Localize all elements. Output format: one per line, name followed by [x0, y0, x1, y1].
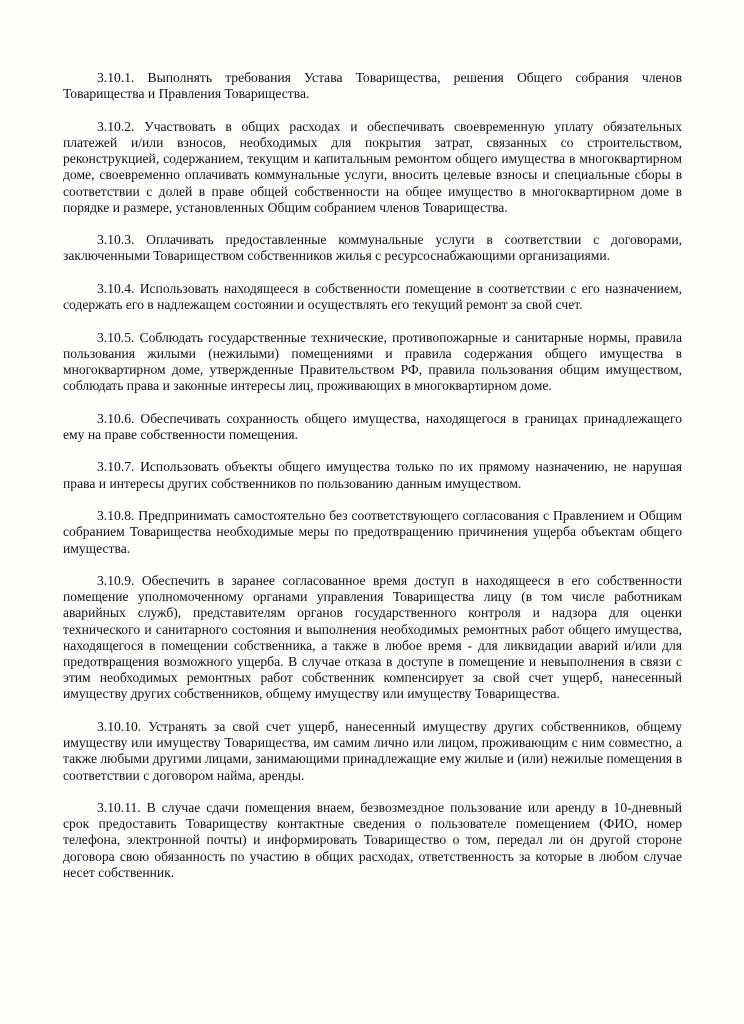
clause-3-10-2: 3.10.2. Участвовать в общих расходах и обеспечивать своевременную уплату обязательных платежей и/или взносов, необходимых для покрытия затрат, связанных со строительством, реконструкцией, содержанием, текущим и капитальным ремонтом общего имущества в многоквартирном доме, своевременно оплачивать коммунальные услуги, вносить целевые взносы и специальные сборы в соответствии с долей в праве общей собственности на общее имущество в многоквартирном доме в порядке и размере, установленных Общим собранием членов Товарищества.: [63, 118, 682, 215]
clause-3-10-9: 3.10.9. Обеспечить в заранее согласованное время доступ в находящееся в его собственности помещение уполномоченному органами управления Товарищества лицу (в том числе работникам аварийных служб), представителям органов государственного контроля и надзора для оценки технического и санитарного состояния и выполнения необходимых ремонтных работ общего имущества, находящегося в помещении собственника, а также в любое время - для ликвидации аварий и/или для предотвращения возможного ущерба. В случае отказа в доступе в помещение и невыполнения в связи с этим необходимых ремонтных работ собственник компенсирует за свой счет ущерб, нанесенный имуществу других собственников, общему имуществу или имуществу Товарищества.: [63, 573, 682, 702]
clause-3-10-8: 3.10.8. Предпринимать самостоятельно без соответствующего согласования с Правлением и Общим собранием Товарищества необходимые меры по предотвращению причинения ущерба объектам общего имущества.: [63, 508, 682, 556]
clause-3-10-3: 3.10.3. Оплачивать предоставленные коммунальные услуги в соответствии с договорами, заключенными Товариществом собственников жилья с ресурсоснабжающими организациями.: [63, 232, 682, 264]
clause-3-10-6: 3.10.6. Обеспечивать сохранность общего имущества, находящегося в границах принадлежащего ему на праве собственности помещения.: [63, 410, 682, 442]
clause-3-10-4: 3.10.4. Использовать находящееся в собственности помещение в соответствии с его назначением, содержать его в надлежащем состоянии и осуществлять его текущий ремонт за свой счет.: [63, 280, 682, 313]
clause-3-10-1: 3.10.1. Выполнять требования Устава Товарищества, решения Общего собрания членов Товарищества и Правления Товарищества.: [63, 70, 682, 102]
clause-3-10-5: 3.10.5. Соблюдать государственные технические, противопожарные и санитарные нормы, правила пользования жилыми (нежилыми) помещениями и правила содержания общего имущества в многоквартирном доме, утвержденные Правительством РФ, правила пользования общим имуществом, соблюдать права и законные интересы лиц, проживающих в многоквартирном доме.: [63, 329, 682, 394]
clause-3-10-11: 3.10.11. В случае сдачи помещения внаем, безвозмездное пользование или аренду в 10-дневный срок предоставить Товариществу контактные сведения о пользователе помещением (ФИО, номер телефона, электронной почты) и информировать Товарищество о том, передал ли он другой стороне договора свою обязанность по участию в общих расходах, ответственность за которые в любом случае несет собственник.: [63, 800, 682, 880]
clause-3-10-7: 3.10.7. Использовать объекты общего имущества только по их прямому назначению, не нарушая права и интересы других собственников по пользованию данным имуществом.: [63, 459, 682, 491]
clause-3-10-10: 3.10.10. Устранять за свой счет ущерб, нанесенный имуществу других собственников, общему имуществу или имуществу Товарищества, им самим лично или лицом, проживающим с ним совместно, а также любыми другими лицами, занимающими принадлежащие ему жилые и (или) нежилые помещения в соответствии с договором найма, аренды.: [63, 718, 683, 783]
document-body: [63, 70, 682, 897]
